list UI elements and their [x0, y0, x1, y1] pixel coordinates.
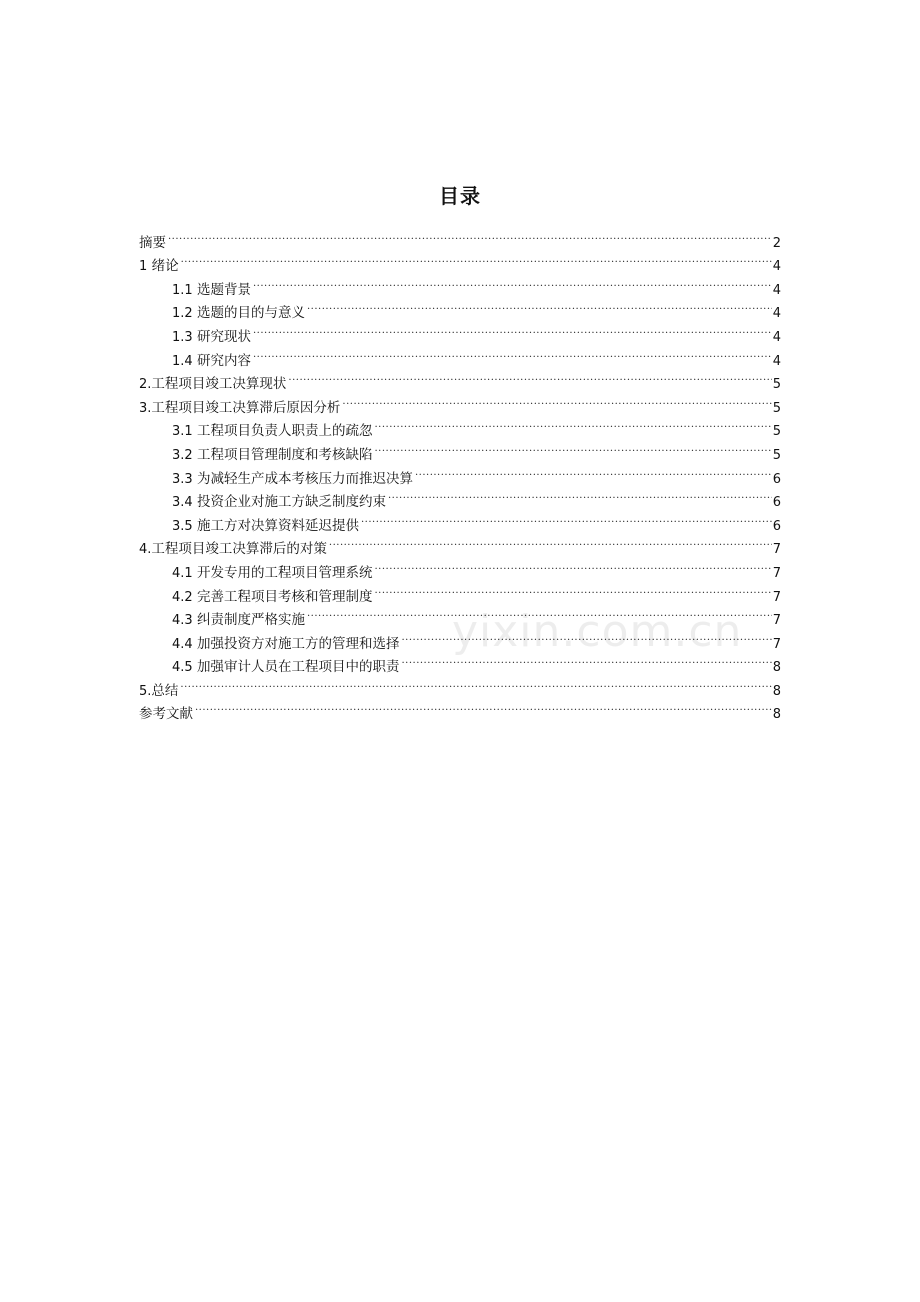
toc-entry-number: 1.1	[172, 282, 193, 298]
toc-dot-leader	[374, 435, 771, 459]
toc-page-number: 4	[772, 259, 781, 275]
toc-entry-label	[172, 468, 414, 492]
toc-entry-title: 工程项目负责人职责上的疏忽	[196, 423, 373, 440]
toc-entry-label	[139, 255, 180, 279]
toc-entry-label	[139, 397, 341, 421]
toc-page-number: 8	[772, 707, 781, 723]
toc-dot-leader	[374, 553, 771, 577]
toc-entry-number: 1.3	[172, 329, 193, 345]
toc-entry-title: 选题的目的与意义	[196, 305, 305, 322]
toc-entry[interactable]	[139, 223, 781, 251]
toc-page-number: 8	[772, 660, 781, 676]
toc-dot-leader	[361, 506, 772, 530]
toc-entry-number: 3.1	[172, 424, 193, 440]
toc-page-number: 6	[772, 518, 781, 534]
toc-dot-leader	[253, 317, 772, 341]
toc-entry-number: 5.	[139, 683, 152, 699]
toc-entry-title: 工程项目竣工决算现状	[151, 376, 287, 393]
toc-page-number: 2	[772, 235, 781, 251]
toc-dot-leader	[329, 530, 772, 554]
toc-entry-title: 工程项目竣工决算滞后原因分析	[151, 399, 341, 416]
toc-entry-title: 完善工程项目考核和管理制度	[196, 588, 373, 605]
toc-page-number: 7	[772, 636, 781, 652]
toc-entry-title: 工程项目管理制度和考核缺陷	[196, 446, 373, 463]
toc-dot-leader	[168, 223, 772, 247]
toc-entry-label	[172, 420, 373, 444]
toc-dot-leader	[388, 483, 772, 507]
toc-dot-leader	[288, 365, 771, 389]
toc-entry-label	[172, 326, 252, 350]
toc-entry-number: 1	[139, 259, 148, 275]
toc-entry-number: 4.4	[172, 636, 193, 652]
toc-entry-title: 施工方对决算资料延迟提供	[196, 517, 359, 534]
toc-page-number: 6	[772, 471, 781, 487]
toc-entry-label	[139, 232, 167, 256]
toc-dot-leader	[342, 388, 771, 412]
toc-entry-label	[172, 491, 387, 515]
toc-entry-number: 1.2	[172, 306, 193, 322]
toc-dot-leader	[415, 459, 772, 483]
toc-entry-number: 3.5	[172, 518, 193, 534]
toc-entry-number: 3.4	[172, 495, 193, 511]
toc-entry-number: 4.5	[172, 660, 193, 676]
toc-dot-leader	[307, 601, 772, 625]
toc-dot-leader	[401, 648, 771, 672]
toc-entry-label	[172, 609, 306, 633]
toc-entry-number: 3.	[139, 400, 152, 416]
toc-dot-leader	[195, 695, 772, 719]
toc-dot-leader	[253, 341, 772, 365]
toc-dot-leader	[307, 294, 772, 318]
watermark-text: yixin.com.cn	[452, 606, 743, 657]
toc-page-number: 5	[772, 424, 781, 440]
toc-dot-leader	[180, 671, 771, 695]
toc-page-number: 8	[772, 683, 781, 699]
toc-entry-label	[172, 350, 252, 374]
toc-page-number: 6	[772, 495, 781, 511]
toc-entry-title: 纠责制度严格实施	[196, 612, 305, 629]
toc-entry-number: 4.1	[172, 565, 193, 581]
toc-entry-label	[172, 562, 373, 586]
toc-entry-label	[139, 703, 194, 727]
toc-entry-number: 2.	[139, 377, 152, 393]
toc-entry-label	[172, 444, 373, 468]
toc-page-number: 7	[772, 613, 781, 629]
toc-entry-title: 投资企业对施工方缺乏制度约束	[196, 494, 386, 511]
toc-entry-title: 参考文献	[139, 706, 193, 723]
toc-entry-title: 总结	[151, 682, 179, 699]
toc-page-number: 5	[772, 377, 781, 393]
toc-entry[interactable]	[139, 695, 781, 723]
toc-entry[interactable]	[139, 247, 781, 275]
toc-dot-leader	[374, 412, 771, 436]
toc-page-number: 4	[772, 329, 781, 345]
toc-entry-title: 开发专用的工程项目管理系统	[196, 564, 373, 581]
toc-page-number: 4	[772, 353, 781, 369]
toc-page-number: 4	[772, 306, 781, 322]
toc-entry-number: 4.3	[172, 613, 193, 629]
toc-entry-label	[172, 279, 252, 303]
toc-title: 目录	[439, 184, 481, 208]
toc-page-number: 4	[772, 282, 781, 298]
toc-page-number: 7	[772, 589, 781, 605]
toc-entry-title: 加强投资方对施工方的管理和选择	[196, 635, 400, 652]
toc-dot-leader	[401, 624, 771, 648]
toc-page-number: 7	[772, 542, 781, 558]
toc-entry-label	[139, 538, 328, 562]
toc-entry[interactable]	[139, 270, 781, 298]
toc-entry-number: 3.3	[172, 471, 193, 487]
toc-entry-number: 4.	[139, 542, 152, 558]
toc-entry-title: 研究内容	[196, 352, 251, 369]
toc-entry-title: 工程项目竣工决算滞后的对策	[151, 541, 327, 558]
toc-dot-leader	[253, 270, 772, 294]
toc-page-number: 5	[772, 447, 781, 463]
toc-dot-leader	[181, 247, 772, 271]
toc-entry-title: 摘要	[139, 234, 166, 251]
toc-page-number: 7	[772, 565, 781, 581]
toc-entry-label	[139, 373, 287, 397]
toc-entry-title: 研究现状	[196, 328, 251, 345]
toc-entry-number: 1.4	[172, 353, 193, 369]
toc-entry-title: 加强审计人员在工程项目中的职责	[196, 659, 400, 676]
toc-dot-leader	[374, 577, 771, 601]
table-of-contents	[139, 223, 781, 723]
toc-entry-number: 3.2	[172, 447, 193, 463]
toc-page-number: 5	[772, 400, 781, 416]
toc-entry-title: 绪论	[151, 258, 179, 275]
toc-entry-label	[139, 680, 179, 704]
toc-entry-number: 4.2	[172, 589, 193, 605]
toc-entry-title: 为减轻生产成本考核压力而推迟决算	[196, 470, 413, 487]
toc-entry-label	[172, 633, 400, 657]
toc-entry-title: 选题背景	[196, 281, 251, 298]
toc-entry[interactable]	[139, 671, 781, 699]
